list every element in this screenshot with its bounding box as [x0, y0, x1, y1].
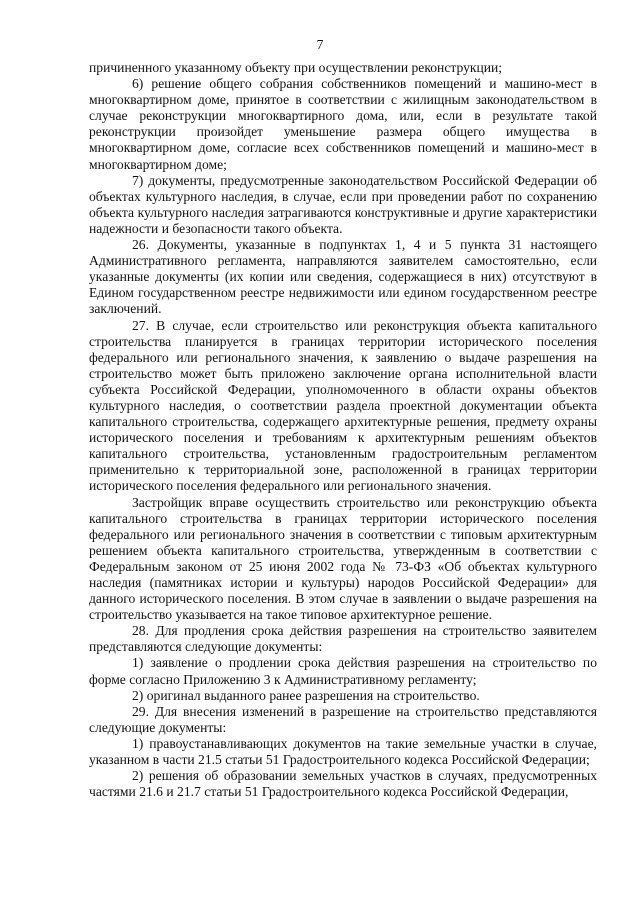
paragraph-28-item-1: 1) заявление о продлении срока действия разрешения на строительство по форме согласно Приложению 3 к Административному регламенту;: [89, 655, 597, 687]
paragraph-27-developer: Застройщик вправе осуществить строительство или реконструкцию объекта капитального строительства в границах территории исторического поселения федерального или регионального значения в соответствии с типовым архитектурным решением объекта капитального строительства, утвержденным в соответствии с Федеральным законом от 25 июня 2002 года № 73-ФЗ «Об объектах культурного наследия (памятниках истории и культуры) народов Российской Федерации» для данного исторического поселения. В этом случае в заявлении о выдаче разрешения на строительство указывается на такое типовое архитектурное решение.: [89, 494, 597, 623]
document-body: [89, 60, 597, 800]
paragraph-28: 28. Для продления срока действия разрешения на строительство заявителем представляются следующие документы:: [89, 623, 597, 655]
paragraph-continuation: причиненного указанному объекту при осуществлении реконструкции;: [89, 60, 503, 75]
paragraph-29-item-2: 2) решения об образовании земельных участков в случаях, предусмотренных частями 21.6 и 21.7 статьи 51 Градостроительного кодекса Российской Федерации,: [89, 768, 597, 800]
paragraph-item-7: 7) документы, предусмотренные законодательством Российской Федерации об объектах культурного наследия, в случае, если при проведении работ по сохранению объекта культурного наследия затрагиваются конструктивные и другие характеристики надежности и безопасности такого объекта.: [89, 172, 597, 236]
paragraph-28-item-2: 2) оригинал выданного ранее разрешения на строительство.: [132, 687, 480, 703]
paragraph-29-item-1: 1) правоустанавливающих документов на такие земельные участки в случае, указанном в части 21.5 статьи 51 Градостроительного кодекса Российской Федерации;: [89, 735, 597, 768]
paragraph-26: 26. Документы, указанные в подпунктах 1, 4 и 5 пункта 31 настоящего Административного регламента, направляются заявителем самостоятельно, если указанные документы (их копии или сведения, содержащиеся в них) отсутствуют в Едином государственном реестре недвижимости или едином государственном реестре заключений.: [89, 237, 597, 317]
paragraph-item-6: 6) решение общего собрания собственников помещений и машино-мест в многоквартирном доме, принятое в соответствии с жилищным законодательством в случае реконструкции многоквартирного дома, или, если в результате такой реконструкции произойдет уменьшение размера общего имущества в многоквартирном доме, согласие всех собственников помещений и машино-мест в многоквартирном доме;: [89, 76, 597, 172]
paragraph-29: 29. Для внесения изменений в разрешение на строительство представляются следующие документы:: [89, 703, 597, 735]
paragraph-27: 27. В случае, если строительство или реконструкция объекта капитального строительства планируется в границах территории исторического поселения федерального или регионального значения, к заявлению о выдаче разрешения на строительство может быть приложено заключение органа исполнительной власти субъекта Российской Федерации, уполномоченного в области охраны объектов культурного наследия, о соответствии раздела проектной документации объекта капитального строительства, содержащего архитектурные решения, предмету охраны исторического поселения и требованиям к архитектурным решениям объектов капитального строительства, установленным градостроительным регламентом применительно к территориальной зоне, расположенной в границах территории исторического поселения федерального или регионального значения.: [89, 317, 597, 494]
page-number: 7: [316, 37, 324, 52]
